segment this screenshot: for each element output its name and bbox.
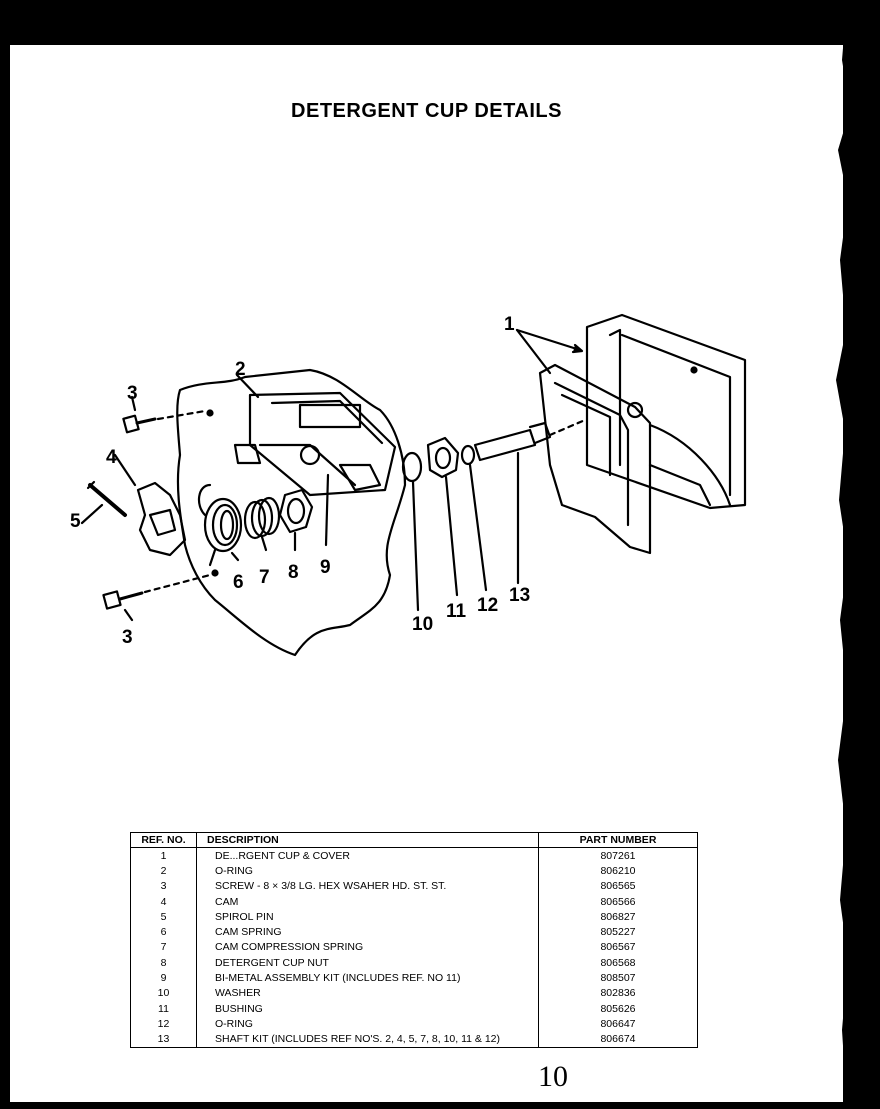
cell-part-number: 808507 xyxy=(539,970,698,985)
table-row xyxy=(131,1016,698,1031)
table-row xyxy=(131,1032,698,1048)
page-title: DETERGENT CUP DETAILS xyxy=(291,100,562,122)
cell-description: DE...RGENT CUP & COVER xyxy=(197,848,539,864)
header-part-number: PART NUMBER xyxy=(539,833,698,848)
callout-8: 8 xyxy=(288,562,299,583)
cell-description: SHAFT KIT (INCLUDES REF NO'S. 2, 4, 5, 7, 8, 10, 11 & 12) xyxy=(197,1032,539,1048)
table-row xyxy=(131,863,698,878)
header-ref-no: REF. NO. xyxy=(131,833,197,848)
washer-part xyxy=(403,453,421,481)
table-row xyxy=(131,879,698,894)
cell-ref: 9 xyxy=(131,970,197,985)
table-row xyxy=(131,848,698,864)
cell-part-number: 805626 xyxy=(539,1001,698,1016)
table-row xyxy=(131,955,698,970)
cell-part-number: 806568 xyxy=(539,955,698,970)
cell-ref: 10 xyxy=(131,986,197,1001)
cell-ref: 13 xyxy=(131,1032,197,1048)
o-ring-part xyxy=(462,446,474,464)
shaft-part xyxy=(475,423,550,460)
handwritten-page-number: 10 xyxy=(538,1060,568,1093)
detergent-cup-nut xyxy=(280,490,312,532)
cell-ref: 4 xyxy=(131,894,197,909)
callout-4: 4 xyxy=(106,447,117,468)
scan-edge-noise xyxy=(810,0,880,1109)
cell-ref: 7 xyxy=(131,940,197,955)
callout-13: 13 xyxy=(509,585,531,606)
cell-ref: 1 xyxy=(131,848,197,864)
cell-part-number: 806566 xyxy=(539,894,698,909)
table-row xyxy=(131,924,698,939)
callout-3-top: 3 xyxy=(127,383,138,404)
callout-6: 6 xyxy=(233,572,244,593)
cell-ref: 6 xyxy=(131,924,197,939)
detergent-cup-cover xyxy=(540,315,745,553)
screw-top xyxy=(123,416,155,433)
callout-5: 5 xyxy=(70,511,81,532)
cam-compression-spring xyxy=(245,498,279,538)
cell-part-number: 806210 xyxy=(539,863,698,878)
parts-table-header xyxy=(131,833,698,848)
table-row xyxy=(131,986,698,1001)
bimetal-assembly xyxy=(235,393,395,495)
leader-1a xyxy=(517,330,580,350)
callout-3-bottom: 3 xyxy=(122,627,133,648)
cell-part-number: 806567 xyxy=(539,940,698,955)
cell-part-number: 805227 xyxy=(539,924,698,939)
cell-description: CAM SPRING xyxy=(197,924,539,939)
cell-description: WASHER xyxy=(197,986,539,1001)
cell-description: O-RING xyxy=(197,1016,539,1031)
screw-bottom xyxy=(103,591,142,608)
cell-part-number: 806827 xyxy=(539,909,698,924)
cell-ref: 8 xyxy=(131,955,197,970)
table-row xyxy=(131,970,698,985)
exploded-view-diagram xyxy=(10,45,843,825)
callout-7: 7 xyxy=(259,567,270,588)
callout-12: 12 xyxy=(477,595,499,616)
parts-table xyxy=(130,832,698,1048)
cell-description: DETERGENT CUP NUT xyxy=(197,955,539,970)
cell-description: O-RING xyxy=(197,863,539,878)
cell-ref: 5 xyxy=(131,909,197,924)
cell-ref: 2 xyxy=(131,863,197,878)
bushing-part xyxy=(428,438,458,477)
table-row xyxy=(131,909,698,924)
table-row xyxy=(131,940,698,955)
cell-description: SPIROL PIN xyxy=(197,909,539,924)
cell-part-number: 806647 xyxy=(539,1016,698,1031)
callout-9: 9 xyxy=(320,557,331,578)
cell-part-number: 806565 xyxy=(539,879,698,894)
table-row xyxy=(131,1001,698,1016)
callout-10: 10 xyxy=(412,614,434,635)
callout-1: 1 xyxy=(504,314,515,335)
cell-ref: 11 xyxy=(131,1001,197,1016)
cell-description: CAM COMPRESSION SPRING xyxy=(197,940,539,955)
parts-list xyxy=(130,832,698,1048)
cell-ref: 12 xyxy=(131,1016,197,1031)
callout-11: 11 xyxy=(446,601,467,622)
cell-part-number: 807261 xyxy=(539,848,698,864)
cell-part-number: 802836 xyxy=(539,986,698,1001)
cell-ref: 3 xyxy=(131,879,197,894)
cell-description: BI-METAL ASSEMBLY KIT (INCLUDES REF. NO 11) xyxy=(197,970,539,985)
table-row xyxy=(131,894,698,909)
leader-1b xyxy=(517,330,550,373)
header-description: DESCRIPTION xyxy=(197,833,539,848)
cell-part-number: 806674 xyxy=(539,1032,698,1048)
drawing-sheet xyxy=(10,45,843,1102)
cell-description: BUSHING xyxy=(197,1001,539,1016)
cell-description: CAM xyxy=(197,894,539,909)
cell-description: SCREW - 8 × 3/8 LG. HEX WSAHER HD. ST. ST. xyxy=(197,879,539,894)
callout-2: 2 xyxy=(235,359,246,380)
cam-spring xyxy=(199,485,241,565)
